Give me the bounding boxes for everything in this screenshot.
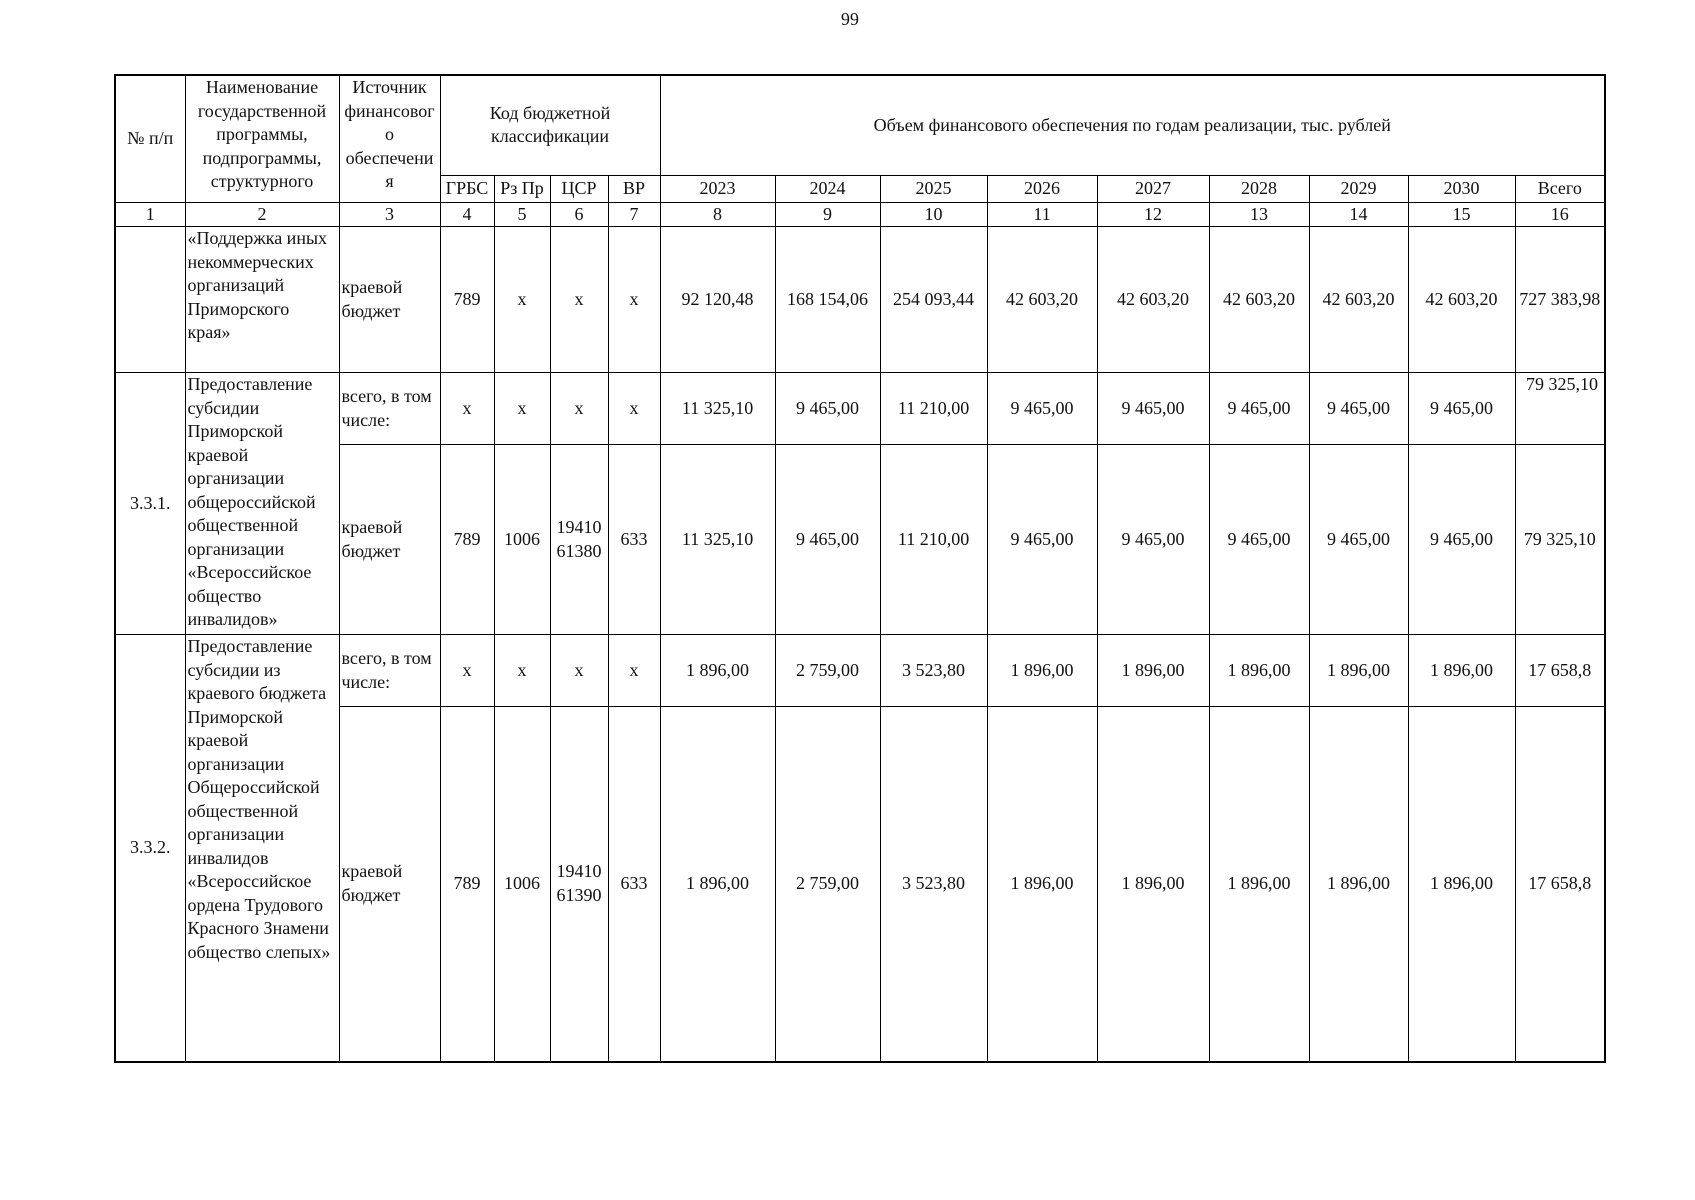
col-index: 7 (608, 202, 660, 227)
header-year: 2023 (660, 175, 775, 202)
row-value: 2 759,00 (775, 707, 880, 1062)
row-value: 1 896,00 (987, 707, 1097, 1062)
col-index: 12 (1097, 202, 1209, 227)
table-row (115, 227, 1605, 373)
row-grbs: 789 (440, 227, 494, 373)
row-value: 1 896,00 (1309, 707, 1408, 1062)
table-row (115, 445, 1605, 635)
header-vr: ВР (608, 175, 660, 202)
row-value: 42 603,20 (987, 227, 1097, 373)
row-value: 1 896,00 (1309, 635, 1408, 707)
table-row (115, 373, 1605, 445)
row-grbs: 789 (440, 445, 494, 635)
row-value: 1 896,00 (1097, 707, 1209, 1062)
row-value: 3 523,80 (880, 707, 987, 1062)
header-total: Всего (1515, 175, 1605, 202)
row-value: 9 465,00 (1097, 445, 1209, 635)
row-vr: х (608, 635, 660, 707)
row-total: 727 383,98 (1515, 227, 1605, 373)
row-rzpr: х (494, 635, 550, 707)
row-value: 1 896,00 (1209, 635, 1309, 707)
row-source: краевой бюджет (339, 445, 440, 635)
row-value: 1 896,00 (987, 635, 1097, 707)
row-value: 9 465,00 (1097, 373, 1209, 445)
row-total: 79 325,10 (1515, 373, 1605, 445)
header-csr: ЦСР (550, 175, 608, 202)
table-row (115, 635, 1605, 707)
header-num: № п/п (115, 75, 185, 202)
budget-table (114, 74, 1606, 1063)
row-value: 42 603,20 (1209, 227, 1309, 373)
col-index: 3 (339, 202, 440, 227)
header-year: 2029 (1309, 175, 1408, 202)
row-value: 11 325,10 (660, 445, 775, 635)
row-value: 42 603,20 (1408, 227, 1515, 373)
row-value: 9 465,00 (1309, 373, 1408, 445)
row-total: 17 658,8 (1515, 635, 1605, 707)
row-name: Предоставление субсидии из краевого бюджета Приморской краевой организации Общероссийской общественной организации инвалидов «Всероссийское ордена Трудового Красного Знамени общество слепых» (185, 635, 339, 1062)
row-value: 42 603,20 (1309, 227, 1408, 373)
header-year: 2027 (1097, 175, 1209, 202)
row-value: 42 603,20 (1097, 227, 1209, 373)
col-index: 15 (1408, 202, 1515, 227)
row-value: 1 896,00 (1209, 707, 1309, 1062)
row-value: 9 465,00 (775, 445, 880, 635)
header-row-1 (115, 75, 1605, 175)
row-value: 9 465,00 (987, 373, 1097, 445)
row-value: 9 465,00 (1408, 445, 1515, 635)
row-grbs: 789 (440, 707, 494, 1062)
row-total: 79 325,10 (1515, 445, 1605, 635)
row-total: 17 658,8 (1515, 707, 1605, 1062)
row-value: 2 759,00 (775, 635, 880, 707)
col-index: 9 (775, 202, 880, 227)
row-name: Предоставление субсидии Приморской краевой организации общероссийской общественной организации «Всероссийское общество инвалидов» (185, 373, 339, 635)
col-index: 4 (440, 202, 494, 227)
row-name: «Поддержка иных некоммерческих организаций Приморского края» (185, 227, 339, 373)
row-value: 1 896,00 (1097, 635, 1209, 707)
header-year: 2025 (880, 175, 987, 202)
row-value: 9 465,00 (1309, 445, 1408, 635)
header-source: Источник финансового обеспечения (339, 75, 440, 202)
row-value: 168 154,06 (775, 227, 880, 373)
row-grbs: х (440, 635, 494, 707)
row-value: 3 523,80 (880, 635, 987, 707)
row-value: 1 896,00 (660, 635, 775, 707)
row-csr: 19410 61390 (550, 707, 608, 1062)
row-num (115, 227, 185, 373)
header-year: 2028 (1209, 175, 1309, 202)
header-name: Наименование государственной программы, подпрограммы, структурного (185, 75, 339, 202)
row-value: 11 210,00 (880, 445, 987, 635)
header-grbs: ГРБС (440, 175, 494, 202)
row-value: 9 465,00 (1408, 373, 1515, 445)
header-year: 2030 (1408, 175, 1515, 202)
row-value: 9 465,00 (1209, 373, 1309, 445)
col-index: 13 (1209, 202, 1309, 227)
row-rzpr: х (494, 373, 550, 445)
row-vr: 633 (608, 707, 660, 1062)
row-value: 1 896,00 (660, 707, 775, 1062)
row-value: 11 210,00 (880, 373, 987, 445)
col-index: 8 (660, 202, 775, 227)
row-vr: 633 (608, 445, 660, 635)
header-code: Код бюджетной классификации (440, 75, 660, 175)
header-year: 2024 (775, 175, 880, 202)
row-csr: х (550, 373, 608, 445)
row-vr: х (608, 373, 660, 445)
row-rzpr: 1006 (494, 707, 550, 1062)
row-value: 9 465,00 (1209, 445, 1309, 635)
col-index: 5 (494, 202, 550, 227)
column-index-row (115, 202, 1605, 227)
page-number-container (750, 2, 950, 32)
row-source: краевой бюджет (339, 227, 440, 373)
row-source: всего, в том числе: (339, 635, 440, 707)
row-value: 9 465,00 (775, 373, 880, 445)
row-value: 11 325,10 (660, 373, 775, 445)
row-value: 1 896,00 (1408, 707, 1515, 1062)
row-csr: х (550, 227, 608, 373)
row-rzpr: х (494, 227, 550, 373)
col-index: 16 (1515, 202, 1605, 227)
row-csr: 19410 61380 (550, 445, 608, 635)
col-index: 6 (550, 202, 608, 227)
col-index: 10 (880, 202, 987, 227)
row-source: всего, в том числе: (339, 373, 440, 445)
row-value: 9 465,00 (987, 445, 1097, 635)
row-source: краевой бюджет (339, 707, 440, 1062)
row-rzpr: 1006 (494, 445, 550, 635)
page-number: 66 (841, 9, 859, 29)
row-vr: х (608, 227, 660, 373)
row-grbs: х (440, 373, 494, 445)
header-rzpr: Рз Пр (494, 175, 550, 202)
col-index: 1 (115, 202, 185, 227)
header-volume: Объем финансового обеспечения по годам реализации, тыс. рублей (660, 75, 1605, 175)
header-year: 2026 (987, 175, 1097, 202)
col-index: 14 (1309, 202, 1408, 227)
row-value: 1 896,00 (1408, 635, 1515, 707)
table-row (115, 707, 1605, 1062)
col-index: 2 (185, 202, 339, 227)
col-index: 11 (987, 202, 1097, 227)
row-num: 3.3.2. (115, 635, 185, 1062)
row-value: 92 120,48 (660, 227, 775, 373)
row-value: 254 093,44 (880, 227, 987, 373)
row-num: 3.3.1. (115, 373, 185, 635)
row-csr: х (550, 635, 608, 707)
